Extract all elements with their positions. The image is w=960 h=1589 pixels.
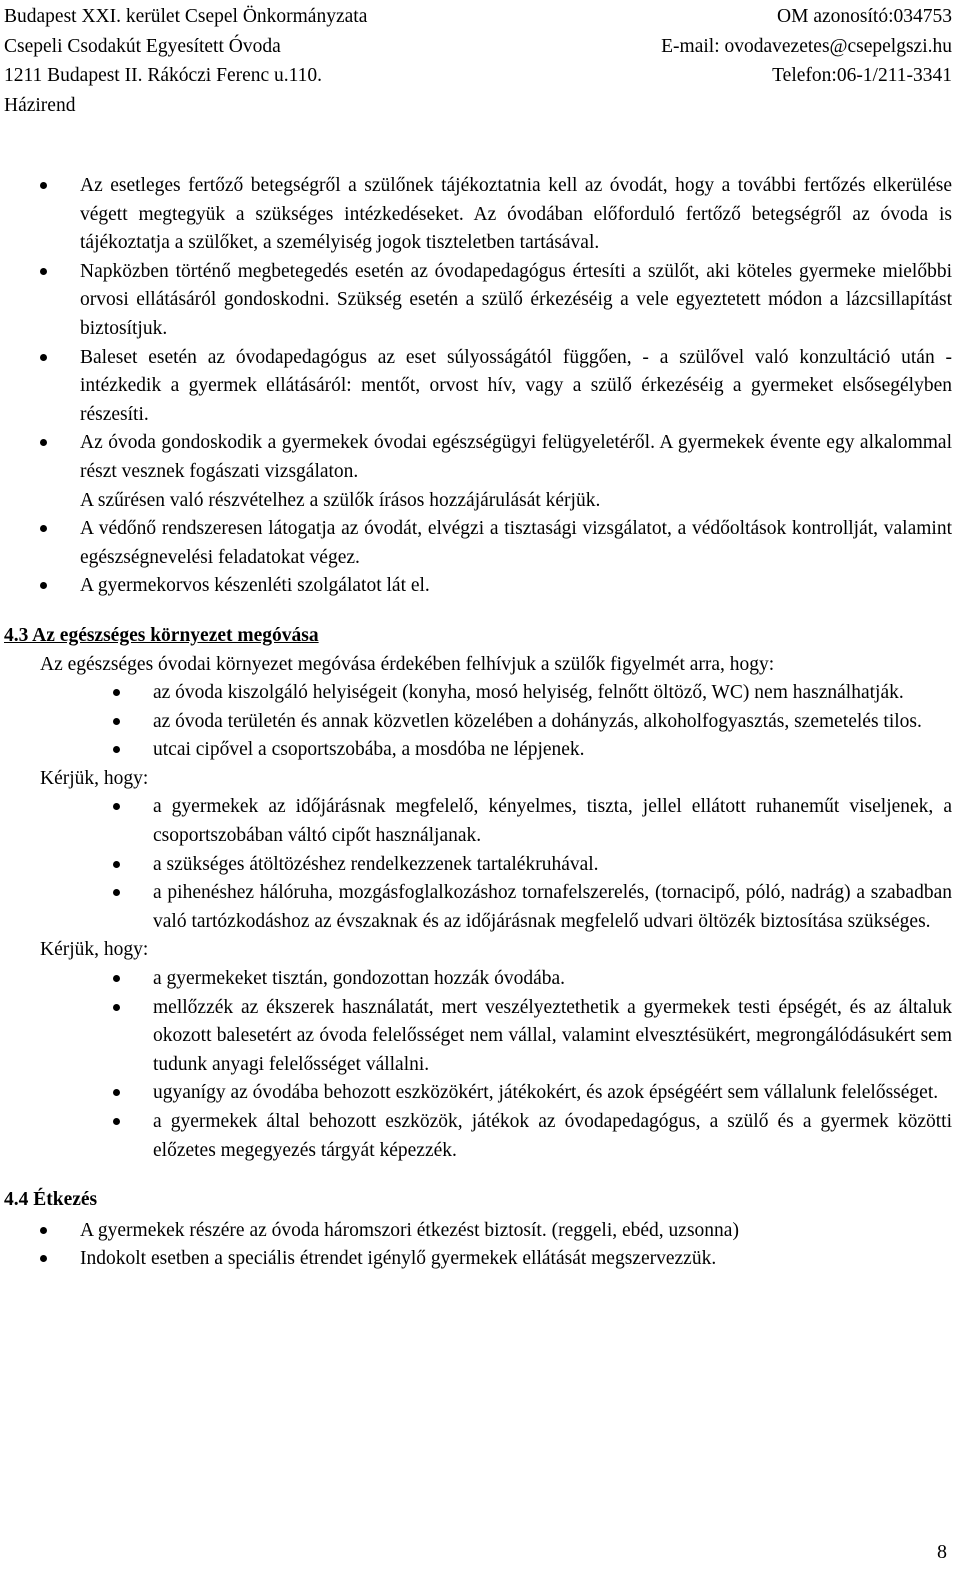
- page-header: [4, 2, 952, 120]
- list-item: utcai cipővel a csoportszobába, a mosdóba ne lépjenek.: [0, 736, 960, 765]
- request-label: Kérjük, hogy:: [40, 767, 149, 789]
- email-address: E-mail: ovodavezetes@csepelgszi.hu: [661, 35, 952, 57]
- list-item: Indokolt esetben a speciális étrendet igénylő gyermekek ellátását megszervezzük.: [0, 1245, 960, 1274]
- list-item-text: Az óvoda gondoskodik a gyermekek óvodai egészségügyi felügyeletéről. A gyermekek évente egy alkalommal részt vesznek fogászati vizsgálaton.: [80, 432, 952, 482]
- list-item: az óvoda területén és annak közvetlen közelében a dohányzás, alkoholfogyasztás, szemetelés tilos.: [0, 708, 960, 737]
- list-item-text: A szűrésen való részvételhez a szülők írásos hozzájárulását kérjük.: [80, 489, 601, 511]
- header-row-1: [4, 2, 952, 32]
- list-item: Napközben történő megbetegedés esetén az óvodapedagógus értesíti a szülőt, aki köteles gyermeke mielőbbi orvosi ellátásáról gondoskodni. Szükség esetén a szülő érkezéséig a vele egyeztetett módon a lázcsillapítást biztosítjuk.: [0, 258, 960, 344]
- list-item: a gyermekeket tisztán, gondozottan hozzák óvodába.: [0, 965, 960, 994]
- list-item: A védőnő rendszeresen látogatja az óvodát, elvégzi a tisztasági vizsgálatot, a védőoltások kontrollját, valamint egészségnevelési feladatokat végez.: [0, 515, 960, 572]
- phone-number: Telefon:06-1/211-3341: [772, 65, 952, 86]
- list-item: a szükséges átöltözéshez rendelkezzenek tartalékruhával.: [0, 851, 960, 880]
- section-intro: Az egészséges óvodai környezet megóvása érdekében felhívjuk a szülők figyelmét arra, hogy:: [40, 653, 775, 675]
- list-item: Az esetleges fertőző betegségről a szülőnek tájékoztatnia kell az óvodát, hogy a további fertőzés elkerülése végett megtegyük a szükséges intézkedéseket. Az óvodában előforduló fertőző betegségről az óvoda is tájékoztatja a szülőket, a személyiség jogok tiszteletben tartásával.: [0, 172, 960, 258]
- header-row-4: [4, 91, 952, 121]
- header-row-3: [4, 61, 952, 91]
- header-row-2: [4, 32, 952, 62]
- list-item: a gyermekek által behozott eszközök, játékok az óvodapedagógus, a szülő és a gyermek közötti előzetes megegyezés tárgyát képezzék.: [0, 1108, 960, 1165]
- postal-address: 1211 Budapest II. Rákóczi Ferenc u.110.: [4, 65, 323, 86]
- list-item: ugyanígy az óvodába behozott eszközökért, játékokért, és azok épségéért sem vállalunk felelősséget.: [0, 1079, 960, 1108]
- om-id: OM azonosító:034753: [777, 6, 952, 27]
- list-item: Baleset esetén az óvodapedagógus az eset súlyosságától függően, - a szülővel való konzultáció után - intézkedik a gyermek ellátásáról: mentőt, orvost hív, vagy a szülő érkezéséig a gyermeket elsősegélyben részesíti.: [0, 344, 960, 430]
- kindergarten-name: Csepeli Csodakút Egyesített Óvoda: [4, 35, 281, 57]
- page-number: 8: [937, 1541, 947, 1563]
- list-item: A gyermekorvos készenléti szolgálatot lát el.: [0, 572, 960, 601]
- municipality-name: Budapest XXI. kerület Csepel Önkormányzata: [4, 6, 368, 27]
- list-item: A gyermekek részére az óvoda háromszori étkezést biztosít. (reggeli, ebéd, uzsonna): [0, 1217, 960, 1246]
- list-item: a pihenéshez hálóruha, mozgásfoglalkozáshoz tornafelszerelés, (tornacipő, póló, nadrág) a szabadban való tartózkodáshoz az évszaknak és az időjárásnak megfelelő udvari öltözék biztosítása szükséges.: [0, 879, 960, 936]
- list-item: [0, 429, 960, 515]
- list-item: mellőzzék az ékszerek használatát, mert veszélyeztethetik a gyermekek testi épségét, és az általuk okozott balesetért az óvoda felelősséget nem vállal, valamint elvesztésükért, megrongálódásukért sem tudunk anyagi felelősséget vállalni.: [0, 994, 960, 1080]
- document-title: Házirend: [4, 94, 76, 116]
- request-label: Kérjük, hogy:: [40, 939, 149, 961]
- section-heading-4-3: 4.3 Az egészséges környezet megóvása: [4, 624, 319, 646]
- document-body: [0, 172, 960, 1274]
- list-item: az óvoda kiszolgáló helyiségeit (konyha, mosó helyiség, felnőtt öltöző, WC) nem használhatják.: [0, 679, 960, 708]
- section-heading-4-4: 4.4 Étkezés: [4, 1189, 98, 1211]
- list-item: a gyermekek az időjárásnak megfelelő, kényelmes, tiszta, jellel ellátott ruhaneműt viseljenek, a csoportszobában váltó cipőt használjanak.: [0, 793, 960, 850]
